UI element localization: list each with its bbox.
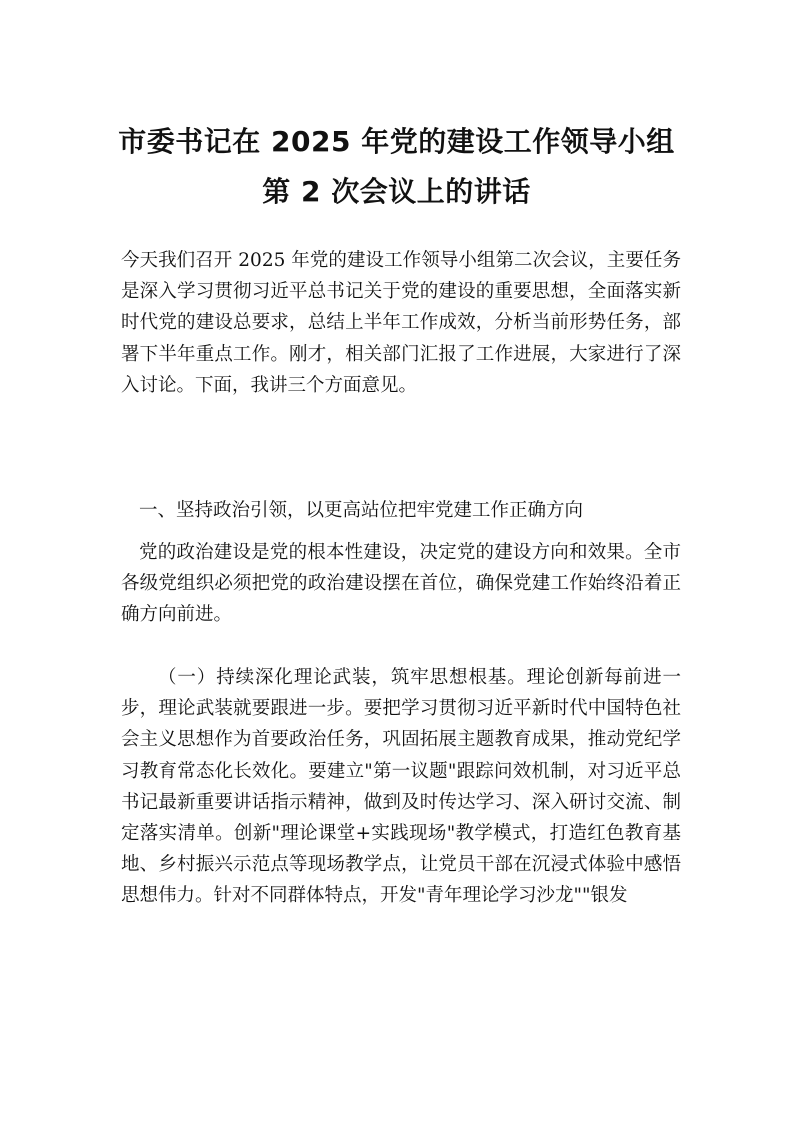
paragraph-section-1-intro: 党的政治建设是党的根本性建设，决定党的建设方向和效果。全市各级党组织必须把党的政治建设摆在首位，确保党建工作始终沿着正确方向前进。 — [121, 542, 681, 626]
document-title-line-2: 第 2 次会议上的讲话 — [262, 175, 531, 208]
document-title-line-1: 市委书记在 2025 年党的建设工作领导小组 — [118, 125, 675, 158]
paragraph-opening: 今天我们召开 2025 年党的建设工作领导小组第二次会议，主要任务是深入学习贯彻习近平总书记关于党的建设的重要思想，全面落实新时代党的建设总要求，总结上半年工作成效，分析当前形势任务，部署下半年重点工作。刚才，相关部门汇报了工作进展，大家进行了深入讨论。下面，我讲三个方面意见。 — [121, 250, 681, 396]
section-heading-1: 一、坚持政治引领，以更高站位把牢党建工作正确方向 — [139, 500, 584, 521]
paragraph-subsection-1: （一）持续深化理论武装，筑牢思想根基。理论创新每前进一步，理论武装就要跟进一步。要把学习贯彻习近平新时代中国特色社会主义思想作为首要政治任务，巩固拓展主题教育成果，推动党纪学习教育常态化长效化。要建立"第一议题"跟踪问效机制，对习近平总书记最新重要讲话指示精神，做到及时传达学习、深入研讨交流、制定落实清单。创新"理论课堂+实践现场"教学模式，打造红色教育基地、乡村振兴示范点等现场教学点，让党员干部在沉浸式体验中感悟思想伟力。针对不同群体特点，开发"青年理论学习沙龙""银发 — [121, 667, 681, 907]
